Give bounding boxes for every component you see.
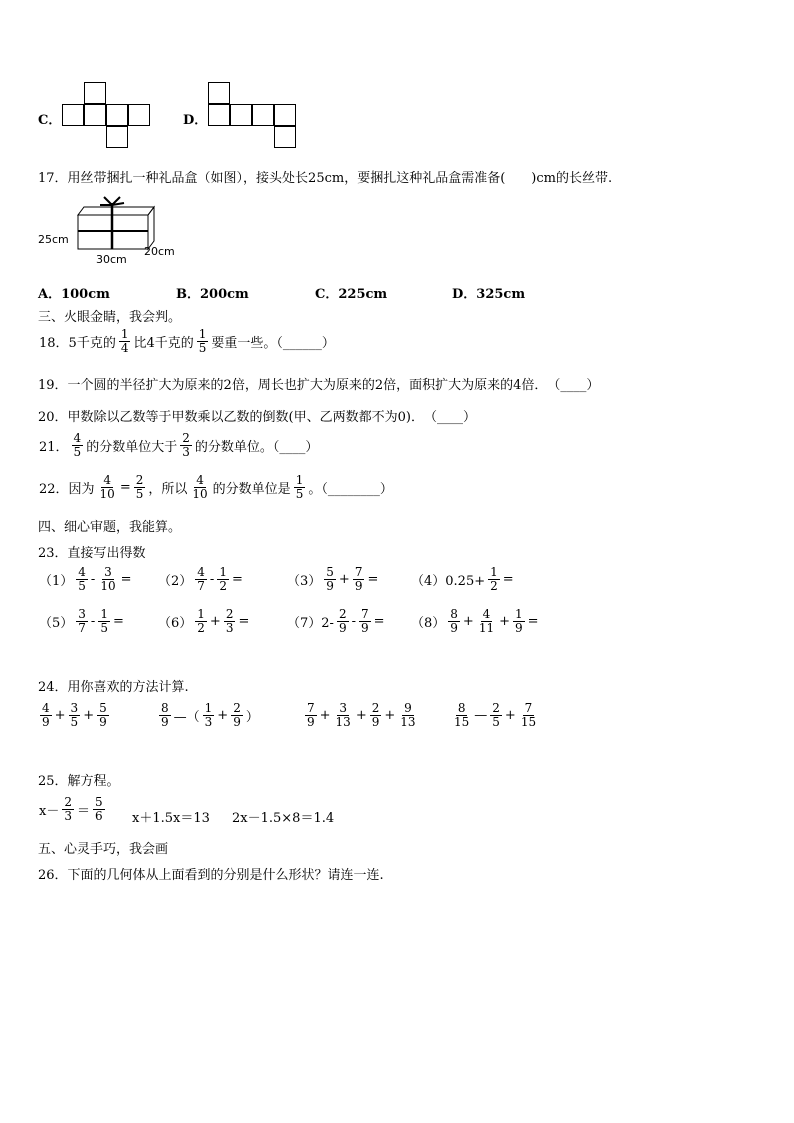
q17-option-d: D．325cm bbox=[452, 287, 526, 302]
q23-item-3: （3） $\frac{5}{9}$ + $\frac{7}{9}$ = bbox=[287, 565, 379, 593]
section-5-heading: 五、心灵手巧，我会画 bbox=[38, 842, 169, 857]
q23-item-5: （5） $\frac{3}{7}$ - $\frac{1}{5}$ = bbox=[39, 607, 124, 635]
q22: 22．因为 $\frac{4}{10}$ = $\frac{2}{5}$ ，所以 $\frac{4}{10}$ 的分数单位是 $\frac{1}{5}$ 。（________） bbox=[39, 473, 393, 501]
q24-item-1: $\frac{4}{9}$ + $\frac{3}{5}$ + $\frac{5}{9}$ bbox=[42, 701, 107, 729]
option-d-label: D． bbox=[183, 113, 208, 128]
q23-item-7: （7）2- $\frac{2}{9}$ - $\frac{7}{9}$ = bbox=[287, 607, 385, 635]
q17-text: 17．用丝带捆扎一种礼品盒（如图），接头处长25cm，要捆扎这种礼品盒需准备( )cm的长丝带. bbox=[38, 171, 613, 186]
box-length-label: 30cm bbox=[96, 253, 127, 266]
q26: 26．下面的几何体从上面看到的分别是什么形状？请连一连. bbox=[38, 868, 384, 883]
box-height-label: 25cm bbox=[38, 233, 69, 246]
q25-equation-2: x＋1.5x＝13 bbox=[132, 811, 210, 826]
section-3-heading: 三、火眼金睛，我会判。 bbox=[38, 310, 182, 325]
net-c-figure bbox=[62, 82, 157, 132]
net-d-figure bbox=[208, 82, 303, 152]
q21: 21． $\frac{4}{5}$ 的分数单位大于 $\frac{2}{3}$ 的分数单位。（____） bbox=[39, 431, 319, 459]
q17-option-c: C．225cm bbox=[315, 287, 388, 302]
q23-title: 23．直接写出得数 bbox=[38, 546, 146, 561]
q17-option-b: B．200cm bbox=[176, 287, 249, 302]
q23-item-6: （6） $\frac{1}{2}$ + $\frac{2}{3}$ = bbox=[158, 607, 250, 635]
gift-box-figure bbox=[36, 195, 186, 270]
q23-item-4: （4）0.25+ $\frac{1}{2}$ = bbox=[411, 565, 514, 593]
q24-item-3: $\frac{7}{9}$ + $\frac{3}{13}$ + $\frac{2}{9}$ + $\frac{9}{13}$ bbox=[307, 701, 416, 729]
section-4-heading: 四、细心审题，我能算。 bbox=[38, 520, 182, 535]
q18: 18．5千克的 $\frac{1}{4}$ 比4千克的 $\frac{1}{5}$ 要重一些。（______） bbox=[39, 327, 335, 355]
q24-item-2: $\frac{8}{9}$ —（ $\frac{1}{3}$ + $\frac{2}{9}$ ） bbox=[161, 701, 259, 729]
q24-title: 24．用你喜欢的方法计算. bbox=[38, 680, 189, 695]
q24-item-4: $\frac{8}{15}$ — $\frac{2}{5}$ + $\frac{7}{15}$ bbox=[454, 701, 537, 729]
q25-title: 25．解方程。 bbox=[38, 774, 120, 789]
option-c-label: C． bbox=[38, 113, 62, 128]
q19: 19．一个圆的半径扩大为原来的2倍，周长也扩大为原来的2倍，面积扩大为原来的4倍． （____） bbox=[38, 378, 600, 393]
box-width-label: 20cm bbox=[144, 245, 175, 258]
q25-equation-1: x－ $\frac{2}{3}$ ＝ $\frac{5}{6}$ bbox=[39, 795, 103, 823]
q23-item-8: （8） $\frac{8}{9}$ + $\frac{4}{11}$ + $\frac{1}{9}$ = bbox=[411, 607, 539, 635]
q23-item-1: （1） $\frac{4}{5}$ - $\frac{3}{10}$ = bbox=[39, 565, 132, 593]
q17-option-a: A．100cm bbox=[38, 287, 110, 302]
q25-equation-3: 2x－1.5×8＝1.4 bbox=[232, 811, 335, 826]
q23-item-2: （2） $\frac{4}{7}$ - $\frac{1}{2}$ = bbox=[158, 565, 243, 593]
q20: 20．甲数除以乙数等于甲数乘以乙数的倒数(甲、乙两数都不为0)． （____） bbox=[38, 410, 476, 425]
